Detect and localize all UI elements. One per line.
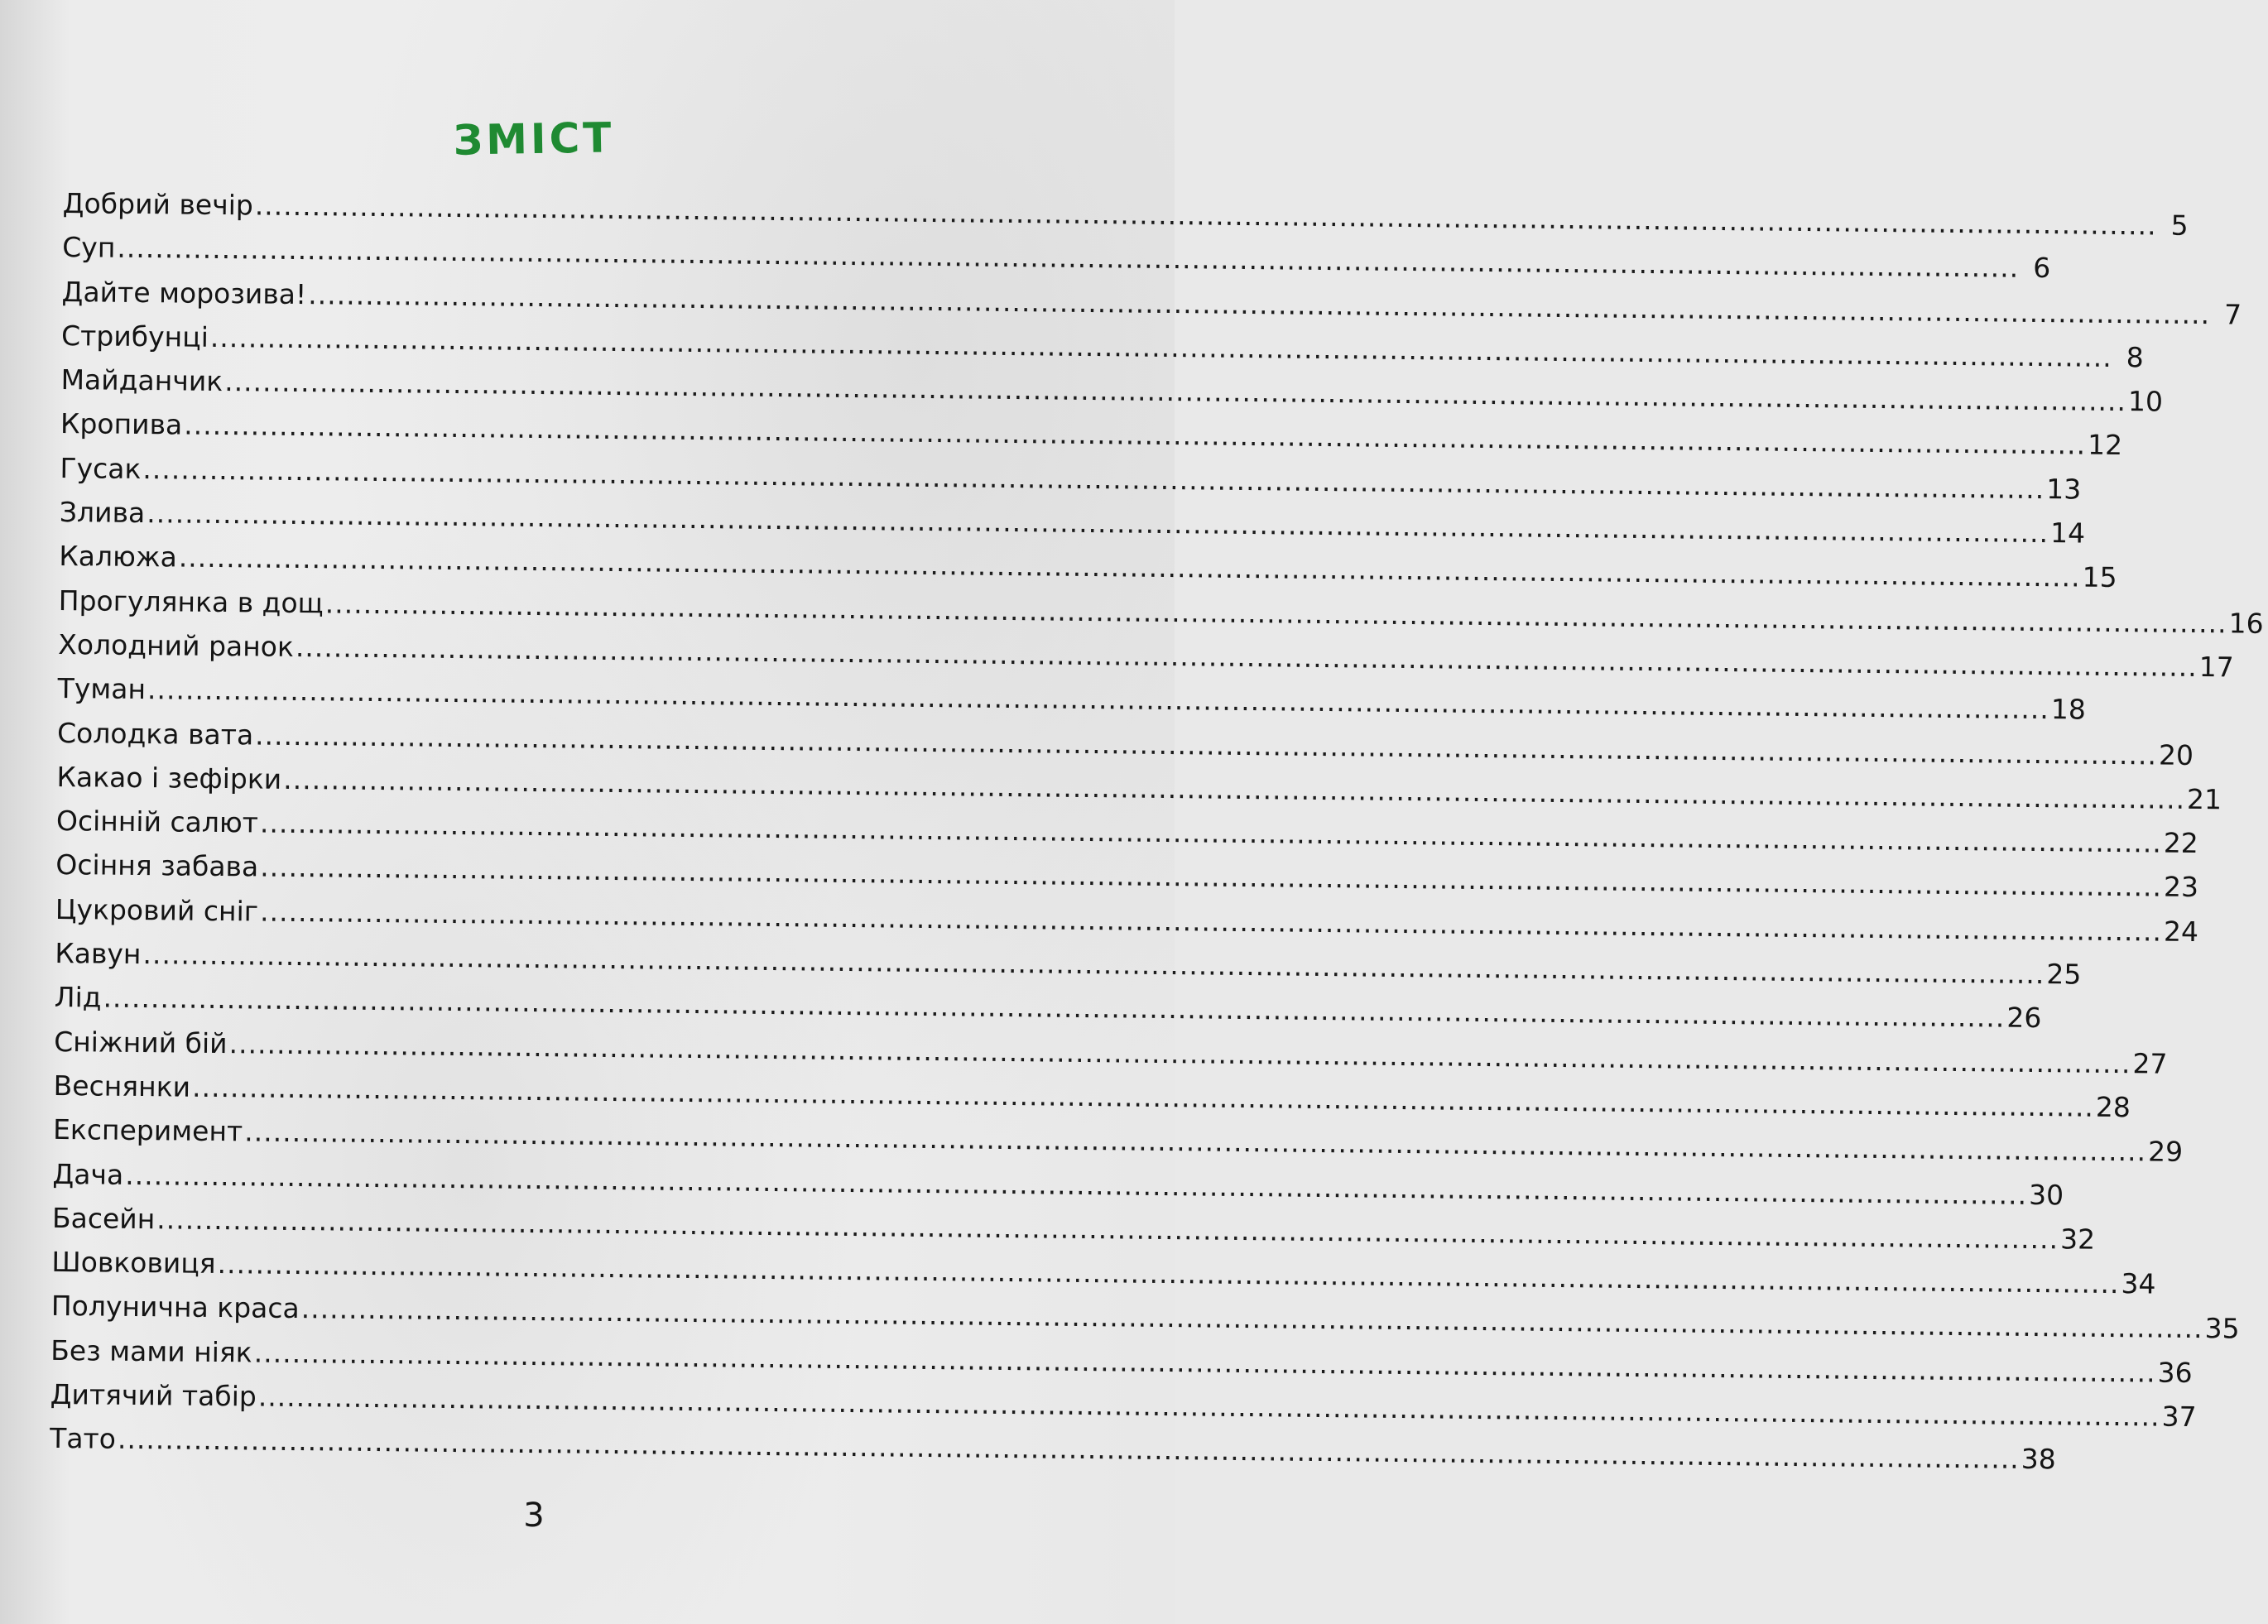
toc-entry-title: Осіння забава xyxy=(55,848,259,883)
toc-entry-title: Дитячий табір xyxy=(50,1377,257,1413)
toc-leader-dots: ........................................................................................................................................................................................................ xyxy=(300,1292,2203,1345)
toc-leader-dots: ........................................................................................................................................................................................................ xyxy=(259,895,2163,948)
toc-leader-dots: ........................................................................................................................................................................................................ xyxy=(295,630,2198,684)
toc-leader-dots: ........................................................................................................................................................................................................ xyxy=(117,1423,2020,1476)
toc-entry-title: Дача xyxy=(52,1157,124,1191)
toc-leader-dots: ........................................................................................................................................................................................................ xyxy=(142,452,2045,505)
toc-entry-title: Солодка вата xyxy=(56,716,254,752)
toc-leader-dots: ........................................................................................................................................................................................................ xyxy=(156,1203,2059,1256)
toc-leader-dots: ........................................................................................................................................................................................................ xyxy=(228,1026,2131,1079)
toc-leader-dots: ........................................................................................................................................................................................................ xyxy=(324,587,2227,640)
toc-entry-title: Туман xyxy=(57,672,147,706)
toc-leader-dots: ........................................................................................................................................................................................................ xyxy=(147,673,2050,726)
toc-entry-page: 20 xyxy=(2158,738,2194,771)
toc-leader-dots: ........................................................................................................................................................................................................ xyxy=(117,231,2020,285)
toc-entry-page: 13 xyxy=(2046,472,2082,506)
toc-entry-title: Лід xyxy=(54,981,102,1014)
toc-leader-dots: ........................................................................................................................................................................................................ xyxy=(283,762,2186,815)
toc-entry-title: Какао і зефірки xyxy=(56,760,282,795)
toc-entry-title: Кавун xyxy=(55,936,142,971)
toc-leader-dots: ........................................................................................................................................................................................................ xyxy=(147,497,2049,550)
toc-leader-dots: ........................................................................................................................................................................................................ xyxy=(142,938,2045,991)
toc-leader-dots: ........................................................................................................................................................................................................ xyxy=(178,541,2081,593)
toc-entry-page: 35 xyxy=(2204,1312,2240,1346)
toc-leader-dots: ........................................................................................................................................................................................................ xyxy=(254,189,2157,242)
toc-entry-page: 34 xyxy=(2121,1267,2156,1300)
toc-leader-dots: ........................................................................................................................................................................................................ xyxy=(217,1247,2120,1300)
toc-entry-page: 8 xyxy=(2126,341,2144,374)
toc-entry-page: 32 xyxy=(2059,1223,2096,1256)
toc-entry-title: Кропива xyxy=(60,407,183,442)
page-title: ЗМІСТ xyxy=(453,113,615,165)
toc-entry-page: 18 xyxy=(2050,693,2087,726)
toc-entry-title: Суп xyxy=(62,231,116,264)
toc-entry-title: Експеримент xyxy=(52,1113,243,1148)
toc-entry-title: Полунична краса xyxy=(50,1290,300,1325)
toc-leader-dots: ........................................................................................................................................................................................................ xyxy=(260,850,2163,904)
toc-entry-page: 24 xyxy=(2163,915,2199,948)
toc-leader-dots: ........................................................................................................................................................................................................ xyxy=(259,806,2163,859)
toc-entry-page: 15 xyxy=(2082,560,2117,594)
toc-leader-dots: ........................................................................................................................................................................................................ xyxy=(184,409,2087,462)
toc-entry-page: 30 xyxy=(2028,1178,2064,1211)
toc-entry-page: 21 xyxy=(2186,782,2222,816)
toc-entry-title: Без мами ніяк xyxy=(50,1333,252,1369)
toc-leader-dots: ........................................................................................................................................................................................................ xyxy=(244,1115,2147,1168)
toc-entry-page: 5 xyxy=(2170,209,2189,242)
page-number: 3 xyxy=(523,1497,545,1535)
toc-entry-title: Майданчик xyxy=(60,363,223,398)
toc-entry-page: 26 xyxy=(2006,1001,2042,1035)
toc-entry-page: 36 xyxy=(2157,1356,2193,1389)
toc-entry-title: Осінній салют xyxy=(55,805,259,839)
toc-leader-dots: ........................................................................................................................................................................................................ xyxy=(254,718,2158,771)
toc-entry-title: Добрий вечір xyxy=(62,187,254,222)
toc-entry xyxy=(49,1422,2056,1477)
toc-entry-title: Цукровий сніг xyxy=(55,892,259,928)
toc-entry-title: Стрибунці xyxy=(60,319,209,353)
toc-entry-title: Злива xyxy=(59,496,146,530)
toc-entry-page: 27 xyxy=(2132,1046,2168,1080)
toc-leader-dots: ........................................................................................................................................................................................................ xyxy=(191,1070,2095,1123)
toc-entry-page: 25 xyxy=(2046,958,2082,991)
toc-entry-page: 17 xyxy=(2198,651,2234,684)
toc-leader-dots: ........................................................................................................................................................................................................ xyxy=(103,981,2006,1034)
table-of-contents xyxy=(49,187,2264,1477)
toc-leader-dots: ........................................................................................................................................................................................................ xyxy=(209,320,2112,373)
toc-entry-title: Сніжний бій xyxy=(53,1025,228,1059)
toc-entry-title: Шовковиця xyxy=(51,1246,216,1280)
toc-entry-page: 10 xyxy=(2127,385,2164,418)
toc-entry-page: 14 xyxy=(2049,517,2086,550)
toc-entry-page: 6 xyxy=(2033,252,2051,285)
toc-entry-title: Дайте морозива! xyxy=(61,275,307,310)
toc-entry-page: 38 xyxy=(2021,1443,2056,1476)
toc-leader-dots: ........................................................................................................................................................................................................ xyxy=(308,277,2211,330)
toc-entry-title: Гусак xyxy=(60,451,142,485)
toc-leader-dots: ........................................................................................................................................................................................................ xyxy=(253,1336,2156,1389)
toc-entry-title: Тато xyxy=(49,1422,117,1456)
toc-entry-page: 29 xyxy=(2147,1135,2184,1169)
toc-entry-page: 28 xyxy=(2095,1090,2131,1124)
toc-leader-dots: ........................................................................................................................................................................................................ xyxy=(125,1158,2028,1211)
toc-entry-page: 37 xyxy=(2161,1400,2197,1434)
toc-entry-title: Холодний ранок xyxy=(58,627,295,663)
toc-entry-title: Веснянки xyxy=(53,1069,191,1103)
toc-leader-dots: ........................................................................................................................................................................................................ xyxy=(257,1380,2160,1433)
toc-entry-page: 22 xyxy=(2163,826,2199,860)
toc-entry-title: Басейн xyxy=(51,1201,156,1236)
toc-leader-dots: ........................................................................................................................................................................................................ xyxy=(223,365,2127,418)
toc-entry-page: 7 xyxy=(2223,297,2242,331)
toc-entry-page: 12 xyxy=(2087,429,2123,462)
toc-entry-title: Калюжа xyxy=(59,540,178,574)
toc-entry-title: Прогулянка в дощ xyxy=(58,584,324,619)
toc-entry-page: 16 xyxy=(2228,607,2264,640)
toc-entry-page: 23 xyxy=(2163,871,2199,904)
